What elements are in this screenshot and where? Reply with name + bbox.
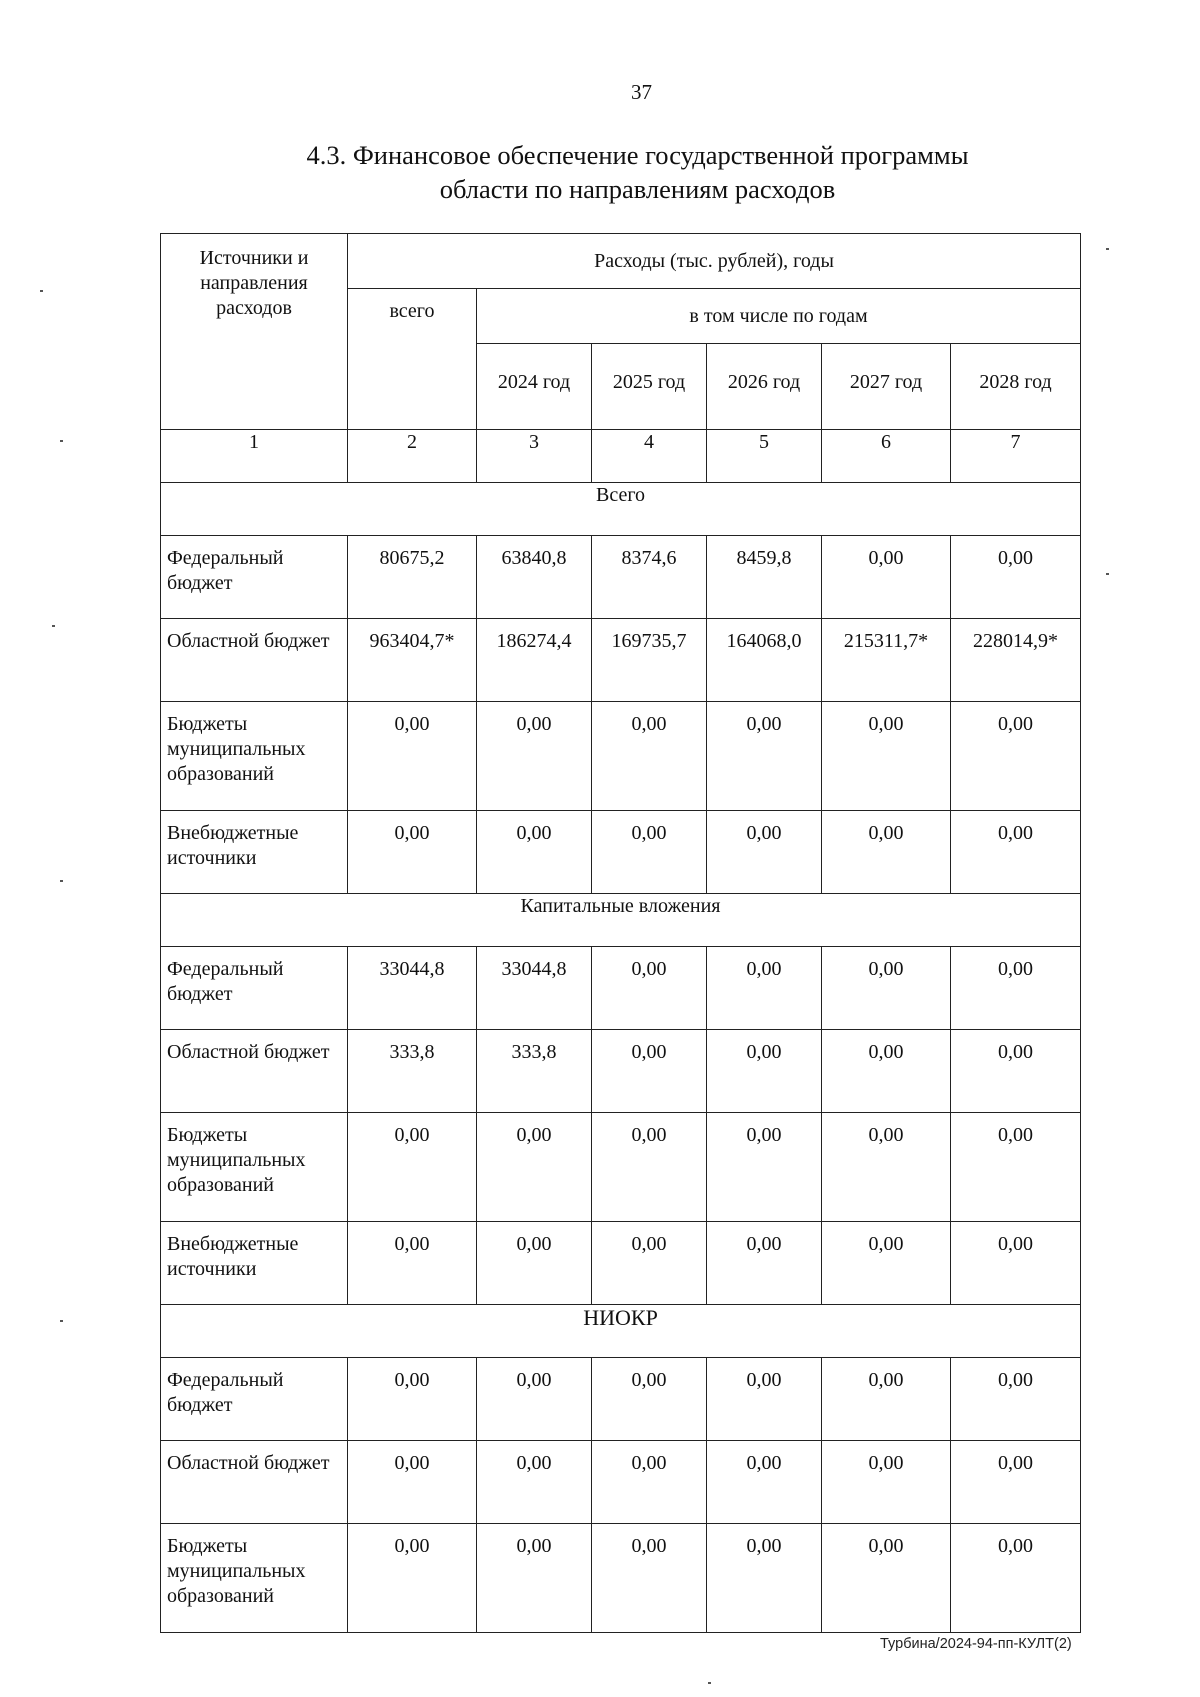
value-cell: 0,00 [822, 1524, 951, 1633]
financing-table [160, 233, 1081, 1633]
scan-speck [1106, 248, 1109, 250]
value-cell: 0,00 [592, 1441, 707, 1524]
value-cell: 8459,8 [707, 536, 822, 619]
value-cell: 0,00 [707, 1441, 822, 1524]
value-cell: 0,00 [477, 1358, 592, 1441]
section-title: НИОКР [161, 1305, 1081, 1358]
header-year-label: 2025 год [612, 371, 686, 393]
value-cell: 0,00 [822, 1030, 951, 1113]
table-row [161, 1524, 1081, 1633]
value-cell: 0,00 [592, 702, 707, 811]
value-cell: 169735,7 [592, 619, 707, 702]
column-number: 4 [592, 430, 707, 483]
row-label: Бюджеты муниципальных образований [161, 1113, 348, 1222]
value-cell: 0,00 [707, 1030, 822, 1113]
value-cell: 0,00 [592, 811, 707, 894]
value-cell: 333,8 [477, 1030, 592, 1113]
value-cell: 0,00 [348, 1358, 477, 1441]
value-cell: 0,00 [822, 1222, 951, 1305]
value-cell: 80675,2 [348, 536, 477, 619]
value-cell: 0,00 [348, 1113, 477, 1222]
column-number: 2 [348, 430, 477, 483]
scan-speck [60, 880, 63, 882]
row-label: Бюджеты муниципальных образований [161, 1524, 348, 1633]
value-cell: 0,00 [707, 1113, 822, 1222]
value-cell: 0,00 [477, 811, 592, 894]
value-cell: 0,00 [707, 947, 822, 1030]
value-cell: 0,00 [951, 536, 1081, 619]
value-cell: 0,00 [592, 1030, 707, 1113]
value-cell: 0,00 [477, 1441, 592, 1524]
scan-speck [708, 1682, 711, 1684]
value-cell: 0,00 [822, 1441, 951, 1524]
value-cell: 0,00 [951, 947, 1081, 1030]
value-cell: 0,00 [822, 947, 951, 1030]
title-line-2: области по направлениям расходов [439, 174, 836, 204]
value-cell: 0,00 [348, 1222, 477, 1305]
value-cell: 0,00 [592, 1358, 707, 1441]
table-row [161, 536, 1081, 619]
header-year-label: 2028 год [979, 371, 1052, 393]
header-year [592, 344, 707, 430]
value-cell: 0,00 [477, 702, 592, 811]
header-by-years: в том числе по годам [477, 289, 1081, 344]
value-cell: 0,00 [707, 1222, 822, 1305]
value-cell: 0,00 [348, 702, 477, 811]
value-cell: 0,00 [951, 811, 1081, 894]
value-cell: 186274,4 [477, 619, 592, 702]
value-cell: 0,00 [477, 1222, 592, 1305]
title-line-1: 4.3. Финансовое обеспечение государственной программы [306, 140, 969, 170]
value-cell: 0,00 [951, 1358, 1081, 1441]
value-cell: 333,8 [348, 1030, 477, 1113]
value-cell: 0,00 [951, 702, 1081, 811]
row-label: Бюджеты муниципальных образований [161, 702, 348, 811]
value-cell: 33044,8 [477, 947, 592, 1030]
row-label: Внебюджетные источники [161, 811, 348, 894]
value-cell: 0,00 [477, 1524, 592, 1633]
header-year [951, 344, 1081, 430]
value-cell: 0,00 [592, 1113, 707, 1222]
scan-speck [1106, 573, 1109, 575]
value-cell: 0,00 [707, 811, 822, 894]
value-cell: 0,00 [348, 1524, 477, 1633]
header-total: всего [348, 289, 477, 430]
value-cell: 0,00 [951, 1030, 1081, 1113]
value-cell: 33044,8 [348, 947, 477, 1030]
row-label: Федеральный бюджет [161, 536, 348, 619]
value-cell: 0,00 [707, 702, 822, 811]
scan-speck [60, 1320, 63, 1322]
table-row [161, 1358, 1081, 1441]
header-year-label: 2026 год [727, 371, 801, 393]
value-cell: 0,00 [822, 702, 951, 811]
header-year [477, 344, 592, 430]
header-year [707, 344, 822, 430]
value-cell: 0,00 [822, 811, 951, 894]
column-number: 3 [477, 430, 592, 483]
value-cell: 215311,7* [822, 619, 951, 702]
section-title: Всего [161, 483, 1081, 536]
document-registration-code: Турбина/2024-94-пп-КУЛТ(2) [880, 1636, 1072, 1652]
scan-speck [52, 625, 55, 627]
table-row [161, 702, 1081, 811]
value-cell: 0,00 [951, 1113, 1081, 1222]
scan-speck [60, 440, 63, 442]
table-row [161, 1441, 1081, 1524]
header-year-label: 2024 год [497, 371, 571, 393]
value-cell: 0,00 [822, 1113, 951, 1222]
value-cell: 0,00 [592, 1222, 707, 1305]
row-label: Внебюджетные источники [161, 1222, 348, 1305]
value-cell: 0,00 [592, 1524, 707, 1633]
section-title: Капитальные вложения [161, 894, 1081, 947]
table-row [161, 1222, 1081, 1305]
value-cell: 0,00 [707, 1358, 822, 1441]
value-cell: 0,00 [707, 1524, 822, 1633]
header-year-label: 2027 год [849, 371, 923, 393]
table-row [161, 1030, 1081, 1113]
value-cell: 0,00 [477, 1113, 592, 1222]
table-row [161, 947, 1081, 1030]
row-label: Федеральный бюджет [161, 947, 348, 1030]
column-number: 5 [707, 430, 822, 483]
scan-speck [40, 290, 43, 292]
value-cell: 228014,9* [951, 619, 1081, 702]
value-cell: 0,00 [951, 1524, 1081, 1633]
value-cell: 164068,0 [707, 619, 822, 702]
value-cell: 0,00 [822, 536, 951, 619]
column-number: 1 [161, 430, 348, 483]
value-cell: 0,00 [822, 1358, 951, 1441]
row-label: Областной бюджет [161, 1441, 348, 1524]
value-cell: 0,00 [348, 1441, 477, 1524]
table-row [161, 1113, 1081, 1222]
table-row [161, 619, 1081, 702]
column-number: 7 [951, 430, 1081, 483]
row-label: Областной бюджет [161, 619, 348, 702]
value-cell: 8374,6 [592, 536, 707, 619]
row-label: Федеральный бюджет [161, 1358, 348, 1441]
value-cell: 0,00 [951, 1441, 1081, 1524]
header-expenses: Расходы (тыс. рублей), годы [348, 234, 1081, 289]
column-number: 6 [822, 430, 951, 483]
header-year [822, 344, 951, 430]
row-label: Областной бюджет [161, 1030, 348, 1113]
value-cell: 63840,8 [477, 536, 592, 619]
table-row [161, 811, 1081, 894]
document-title [210, 138, 1065, 206]
header-sources: Источники и направления расходов [161, 234, 348, 430]
value-cell: 0,00 [951, 1222, 1081, 1305]
value-cell: 0,00 [592, 947, 707, 1030]
value-cell: 963404,7* [348, 619, 477, 702]
value-cell: 0,00 [348, 811, 477, 894]
page-number: 37 [631, 80, 652, 104]
